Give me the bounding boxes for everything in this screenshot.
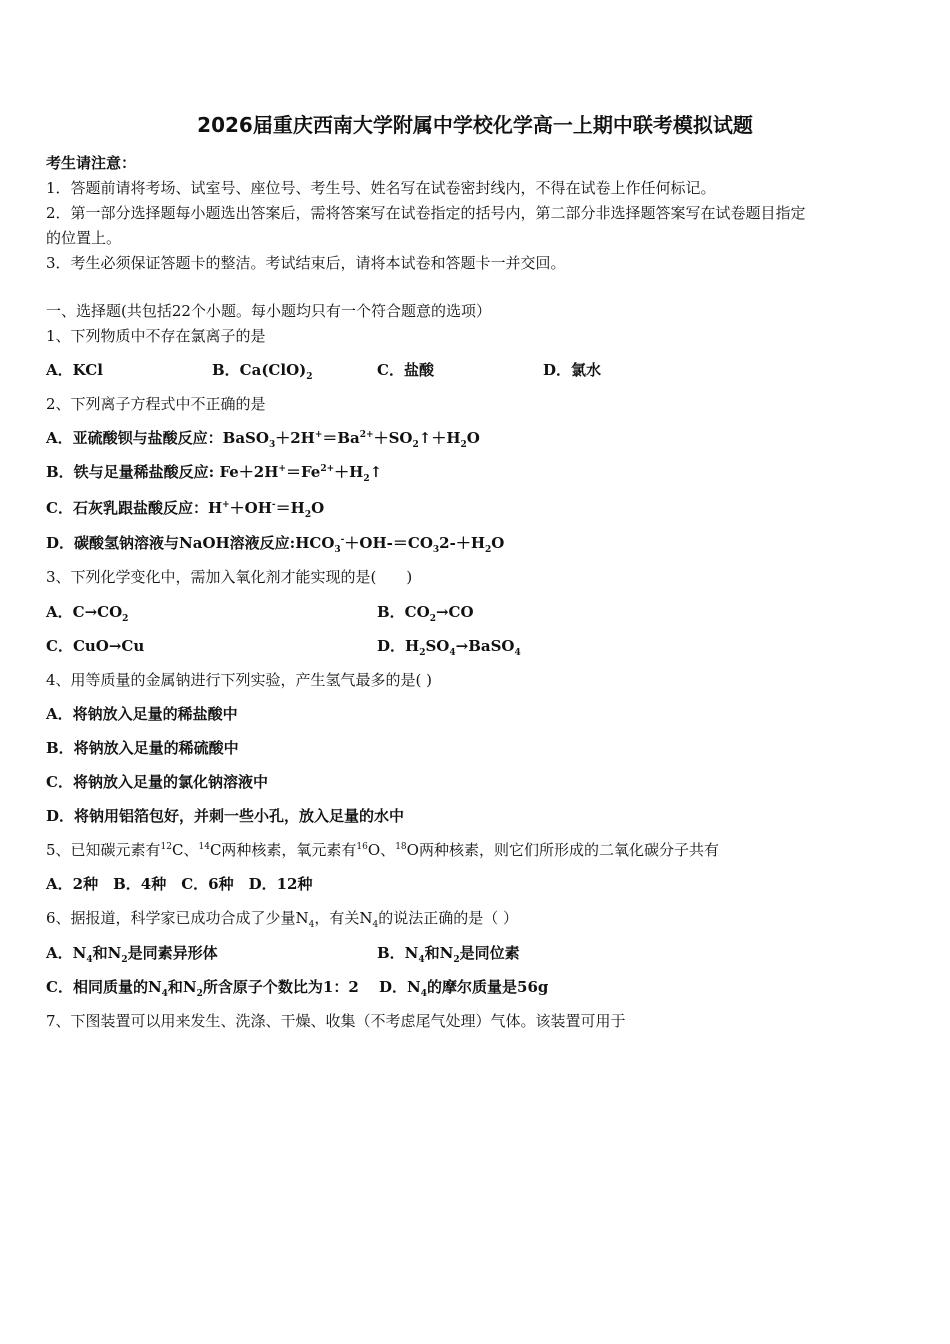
q2-option-c: C．石灰乳跟盐酸反应：$H^++OH^-=H_2O$	[46, 499, 325, 520]
question-3-stem: 3、下列化学变化中，需加入氧化剂才能实现的是( )	[46, 568, 413, 586]
notice-item-2: 2．第一部分选择题每小题选出答案后，需将答案写在试卷指定的括号内，第二部分非选择题答案写在试卷题目指定	[46, 204, 806, 222]
question-2-stem: 2、下列离子方程式中不正确的是	[46, 395, 266, 413]
q3-option-c: C．CuO→Cu	[46, 637, 145, 655]
q3-option-b: B．$CO_2\to CO$	[377, 603, 474, 624]
q6-option-cd: C．相同质量的$N_4$和$N_2$所含原子个数比为1：2 D．$N_4$的摩尔质量是56g	[46, 978, 549, 999]
q3-option-d: D．$H_2SO_4\to BaSO_4$	[377, 637, 521, 658]
q4-option-a: A．将钠放入足量的稀盐酸中	[46, 705, 238, 723]
page-title: 2026届重庆西南大学附属中学校化学高一上期中联考模拟试题	[197, 113, 753, 137]
q2-option-d: D．碳酸氢钠溶液与NaOH溶液反应$:HCO_3^-+OH-=CO_32-+H_2O$	[46, 534, 505, 555]
notice-item-1: 1．答题前请将考场、试室号、座位号、考生号、姓名写在试卷密封线内，不得在试卷上作任何标记。	[46, 179, 716, 197]
section-heading: 一、选择题(共包括22个小题。每小题均只有一个符合题意的选项）	[46, 302, 491, 320]
q4-option-b: B．将钠放入足量的稀硫酸中	[46, 739, 239, 757]
q2-option-a: A．亚硫酸钡与盐酸反应：$BaSO_3+2H^+=Ba^{2+}+SO_2↑+H_2O$	[46, 429, 480, 450]
q1-option-a: A．KCl	[46, 361, 103, 379]
notice-item-2-cont: 的位置上。	[46, 229, 122, 247]
notice-item-3: 3．考生必须保证答题卡的整洁。考试结束后，请将本试卷和答题卡一并交回。	[46, 254, 566, 272]
q1-option-b: B．$Ca(ClO)_2$	[212, 361, 313, 382]
q1-option-d: D．氯水	[543, 361, 602, 379]
q6-option-b: B．$N_4$和$N_2$是同位素	[377, 944, 520, 965]
q5-options: A．2种 B．4种 C．6种 D．12种	[46, 875, 313, 893]
q6-option-a: A．$N_4$和$N_2$是同素异形体	[46, 944, 218, 965]
question-7-stem: 7、下图装置可以用来发生、洗涤、干燥、收集（不考虑尾气处理）气体。该装置可用于	[46, 1012, 626, 1030]
q2-option-b: B．铁与足量稀盐酸反应: $Fe+2H^+=Fe^{2+}+H_2↑$	[46, 463, 383, 484]
question-4-stem: 4、用等质量的金属钠进行下列实验，产生氢气最多的是( )	[46, 671, 433, 689]
notice-header: 考生请注意：	[46, 154, 137, 172]
q4-option-c: C．将钠放入足量的氯化钠溶液中	[46, 773, 268, 791]
question-6-stem: 6、据报道，科学家已成功合成了少量$N_4$，有关$N_4$的说法正确的是（ ）	[46, 909, 519, 930]
q1-option-c: C．盐酸	[377, 361, 434, 379]
q4-option-d: D．将钠用铝箔包好，并刺一些小孔，放入足量的水中	[46, 807, 405, 825]
question-5-stem: 5、已知碳元素有$^{12}$C、$^{14}$C两种核素，氧元素有$^{16}$O、$^{18}$O两种核素，则它们所形成的二氧化碳分子共有	[46, 841, 719, 859]
q3-option-a: A．$C\to CO_2$	[46, 603, 129, 624]
question-1-stem: 1、下列物质中不存在氯离子的是	[46, 327, 266, 345]
